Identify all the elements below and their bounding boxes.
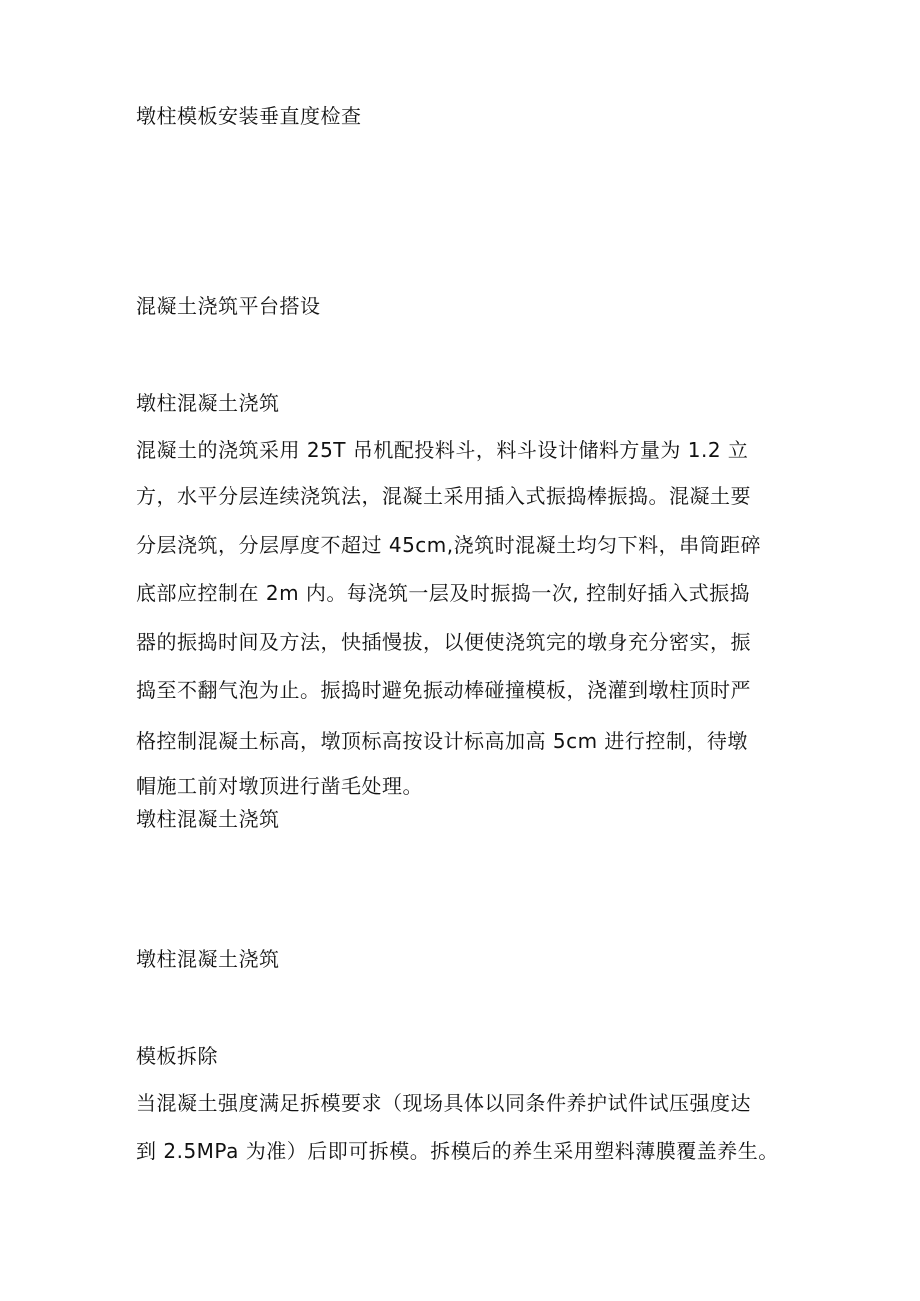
paragraph-line: 混凝土的浇筑采用 25T 吊机配投料斗，料斗设计储料方量为 1.2 立: [136, 438, 749, 462]
paragraph-line: 底部应控制在 2m 内。每浇筑一层及时振捣一次, 控制好插入式振捣: [136, 581, 751, 605]
paragraph-line: 格控制混凝土标高，墩顶标高按设计标高加高 5cm 进行控制，待墩: [136, 729, 748, 753]
figure-caption-pouring-platform: 混凝土浇筑平台搭设: [136, 294, 321, 318]
figure-caption-pier-concrete-pouring-2: 墩柱混凝土浇筑: [136, 947, 280, 971]
figure-caption-pier-concrete-pouring: 墩柱混凝土浇筑: [136, 807, 280, 831]
section-heading-pier-concrete-pouring: 墩柱混凝土浇筑: [136, 391, 280, 415]
section-heading-formwork-removal: 模板拆除: [136, 1044, 218, 1068]
paragraph-line: 到 2.5MPa 为准）后即可拆模。拆模后的养生采用塑料薄膜覆盖养生。: [136, 1139, 779, 1163]
paragraph-line: 分层浇筑，分层厚度不超过 45cm,浇筑时混凝土均匀下料，串筒距碎: [136, 533, 762, 557]
paragraph-line: 方，水平分层连续浇筑法，混凝土采用插入式振捣棒振捣。混凝土要: [136, 484, 751, 508]
paragraph-line: 当混凝土强度满足拆模要求（现场具体以同条件养护试件试压强度达: [136, 1091, 751, 1115]
paragraph-line: 捣至不翻气泡为止。振捣时避免振动棒碰撞模板，浇灌到墩柱顶时严: [136, 678, 751, 702]
paragraph-line: 器的振捣时间及方法，快插慢拔，以便使浇筑完的墩身充分密实，振: [136, 630, 751, 654]
paragraph-line: 帽施工前对墩顶进行凿毛处理。: [136, 774, 423, 798]
figure-caption-pier-formwork-verticality: 墩柱模板安装垂直度检查: [136, 104, 362, 128]
